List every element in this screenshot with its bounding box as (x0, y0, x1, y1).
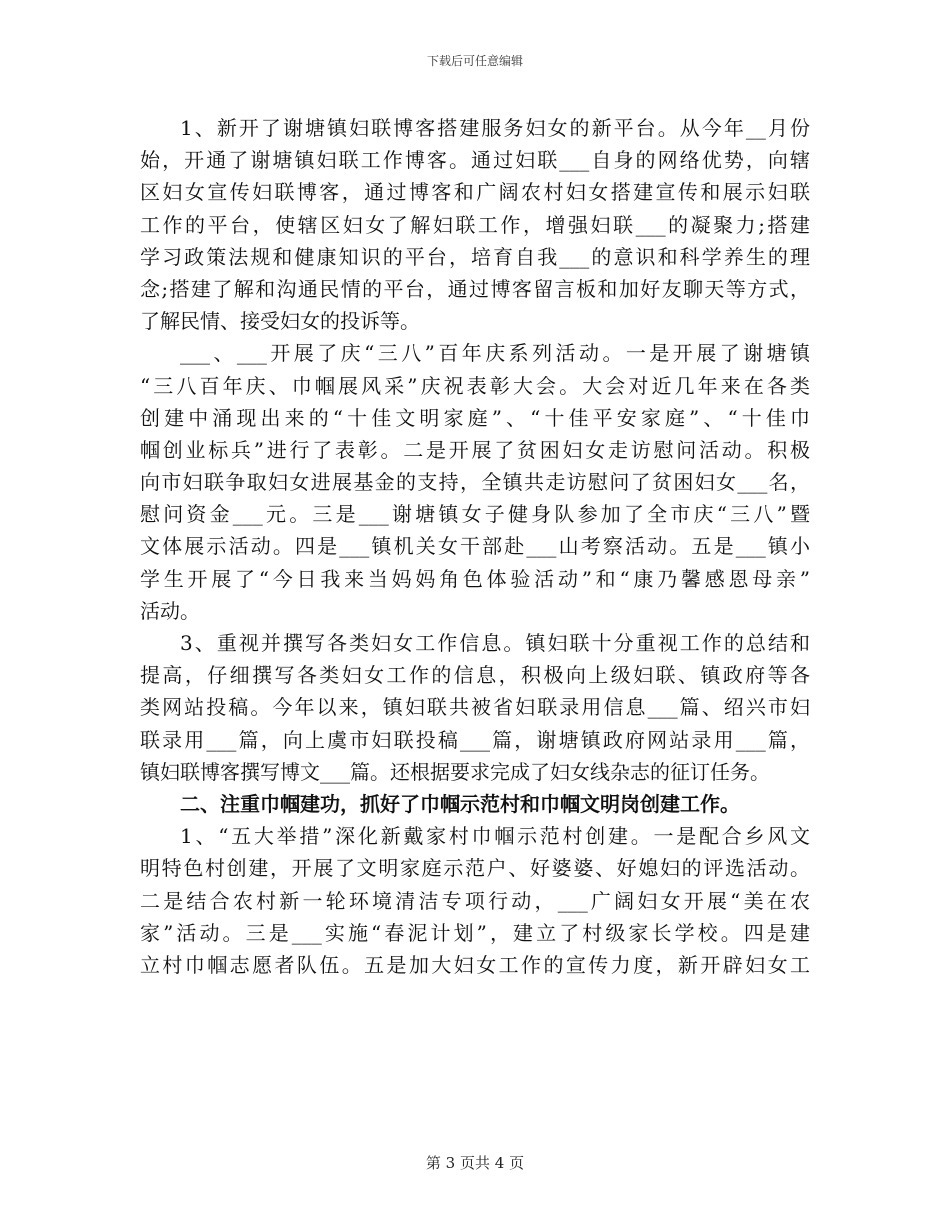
text-line: 1、新开了谢塘镇妇联博客搭建服务妇女的新平台。从今年__月份 (180, 116, 810, 140)
text-line: 类网站投稿。今年以来，镇妇联共被省妇联录用信息___篇、绍兴市妇 (140, 695, 810, 720)
text-line: 始，开通了谢塘镇妇联工作博客。通过妇联___自身的网络优势，向辖 (140, 148, 810, 173)
text-line: 帼创业标兵”进行了表彰。二是开展了贫困妇女走访慰问活动。积极 (140, 437, 810, 462)
text-line: 慰问资金___元。三是___谢塘镇女子健身队参加了全市庆“三八”暨 (140, 502, 810, 527)
text-line: ___、___开展了庆“三八”百年庆系列活动。一是开展了谢塘镇 (180, 341, 810, 366)
paragraph-blog-platform (140, 112, 810, 337)
text-line: “三八百年庆、巾帼展风采”庆祝表彰大会。大会对近几年来在各类 (140, 373, 810, 398)
text-line: 学习政策法规和健康知识的平台，培育自我___的意识和科学养生的理 (140, 244, 810, 269)
text-line: 学生开展了“今日我来当妈妈角色体验活动”和“康乃馨感恩母亲” (140, 566, 810, 591)
text-line: 了解民情、接受妇女的投诉等。 (140, 309, 420, 334)
text-line: 3、重视并撰写各类妇女工作信息。镇妇联十分重视工作的总结和 (180, 631, 810, 655)
text-line: 明特色村创建，开展了文明家庭示范户、好婆婆、好媳妇的评选活动。 (140, 856, 810, 881)
page-footer: 第 3 页共 4 页 (425, 1154, 525, 1172)
text-line: 镇妇联博客撰写博文___篇。还根据要求完成了妇女线杂志的征订任务。 (140, 759, 770, 784)
text-line: 立村巾帼志愿者队伍。五是加大妇女工作的宣传力度，新开辟妇女工 (140, 952, 810, 977)
text-line: 活动。 (140, 598, 200, 623)
section-heading: 二、注重巾帼建功，抓好了巾帼示范村和巾帼文明岗创建工作。 (180, 791, 740, 816)
text-line: 向市妇联争取妇女进展基金的支持，全镇共走访慰问了贫困妇女___名， (140, 470, 810, 495)
paragraph-demonstration-village (140, 820, 810, 981)
text-line: 文体展示活动。四是___镇机关女干部赴___山考察活动。五是___镇小 (140, 534, 810, 559)
text-line: 联录用___篇，向上虞市妇联投稿___篇，谢塘镇政府网站录用___篇， (140, 727, 810, 752)
text-line: 念;搭建了解和沟通民情的平台，通过博客留言板和加好友聊天等方式， (140, 276, 810, 301)
text-line: 1、“五大举措”深化新戴家村巾帼示范村创建。一是配合乡风文 (180, 824, 810, 849)
text-line: 区妇女宣传妇联博客，通过博客和广阔农村妇女搭建宣传和展示妇联 (140, 180, 810, 205)
text-line: 二是结合农村新一轮环境清洁专项行动，___广阔妇女开展“美在农 (140, 888, 810, 913)
paragraph-work-information (140, 627, 810, 788)
text-line: 提高，仔细撰写各类妇女工作的信息，积极向上级妇联、镇政府等各 (140, 663, 810, 688)
document-body (140, 112, 810, 981)
text-line: 创建中涌现出来的“十佳文明家庭”、“十佳平安家庭”、“十佳巾 (140, 405, 810, 430)
text-line: 家”活动。三是___实施“春泥计划”，建立了村级家长学校。四是建 (140, 920, 810, 945)
text-line: 工作的平台，使辖区妇女了解妇联工作，增强妇联___的凝聚力;搭建 (140, 212, 810, 237)
page-header: 下载后可任意编辑 (426, 54, 523, 68)
paragraph-celebration-activities (140, 337, 810, 627)
